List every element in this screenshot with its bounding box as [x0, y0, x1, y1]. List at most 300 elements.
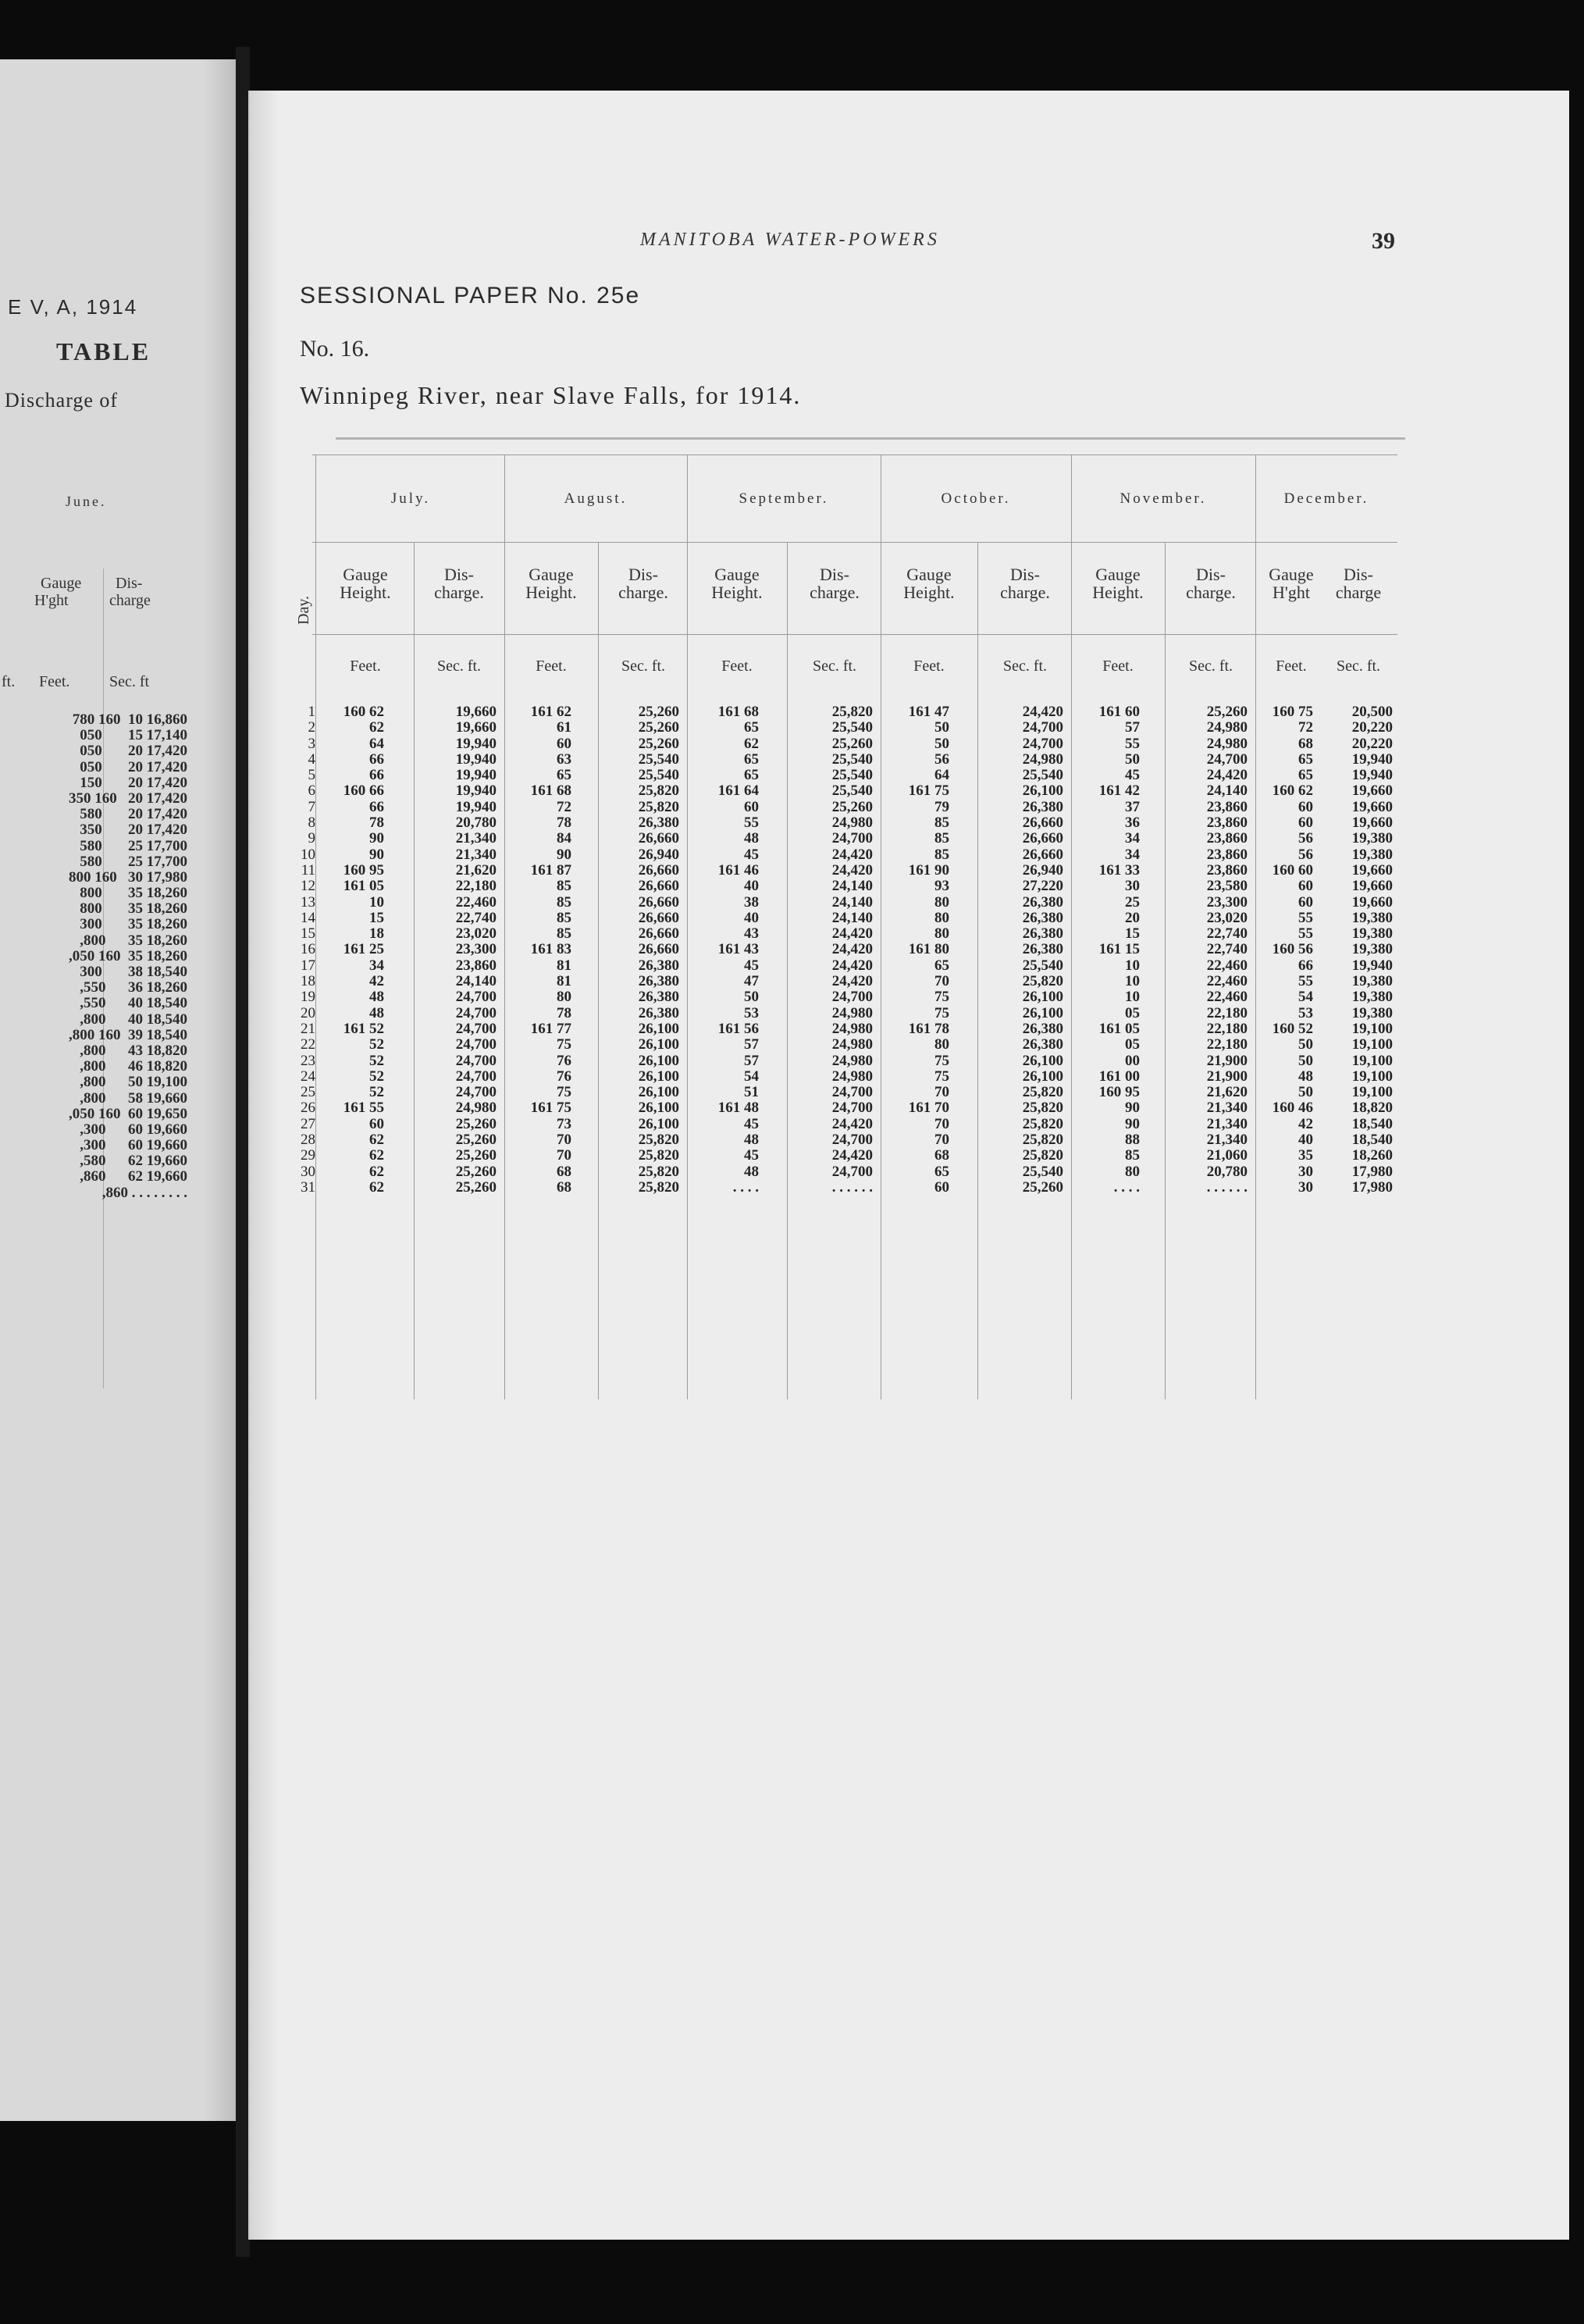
discharge-cell: 24,140 — [455, 973, 497, 990]
discharge-cell: 19,660 — [1351, 893, 1393, 911]
gauge-height-cell: 72 — [1298, 719, 1313, 736]
discharge-cell: 26,660 — [638, 909, 679, 926]
gauge-height-cell: 43 — [744, 925, 759, 943]
discharge-cell: 22,460 — [1206, 989, 1248, 1006]
discharge-cell: 25,820 — [638, 1132, 679, 1149]
discharge-cell: 21,340 — [455, 846, 497, 863]
table-row — [0, 768, 1584, 783]
discharge-cell: 26,660 — [1022, 814, 1063, 832]
gauge-height-cell: 80 — [934, 1036, 949, 1053]
gauge-height-cell: 75 — [557, 1084, 571, 1101]
gauge-height-cell: 45 — [744, 1115, 759, 1132]
gauge-height-cell: 161 05 — [1098, 1020, 1140, 1037]
gauge-height-cell: 161 25 — [343, 941, 384, 958]
gauge-height-cell: 66 — [369, 750, 384, 768]
discharge-cell: 26,380 — [1022, 909, 1063, 926]
oct-discharge-header — [979, 565, 1071, 601]
discharge-cell: 26,660 — [1022, 830, 1063, 847]
discharge-cell: 24,700 — [455, 1068, 497, 1085]
discharge-cell: 26,940 — [1022, 861, 1063, 879]
dec-discharge-header — [1319, 565, 1397, 601]
left-page-row-text: 050 20 17,420 — [80, 758, 187, 775]
discharge-cell: 25,260 — [638, 735, 679, 752]
discharge-cell: 19,940 — [1351, 767, 1393, 784]
gauge-height-cell: 80 — [934, 909, 949, 926]
gauge-label: Gauge — [714, 565, 760, 584]
dis-label: Dis- — [444, 565, 474, 584]
gauge-height-cell: 90 — [369, 830, 384, 847]
gauge-height-cell: 161 60 — [1098, 704, 1140, 720]
discharge-cell: 24,140 — [831, 893, 873, 911]
month-rule — [312, 542, 1397, 543]
gauge-height-cell: 161 68 — [717, 704, 759, 720]
height-label: Height. — [1092, 583, 1144, 602]
gauge-height-cell: 52 — [369, 1036, 384, 1053]
discharge-cell: 23,860 — [1206, 830, 1248, 847]
discharge-cell: 26,100 — [638, 1052, 679, 1069]
gauge-height-cell: 60 — [1298, 814, 1313, 832]
day-cell: 23 — [301, 1052, 315, 1069]
discharge-cell: 18,260 — [1351, 1147, 1393, 1164]
gauge-height-cell: 54 — [1298, 989, 1313, 1006]
gauge-height-cell: 161 42 — [1098, 782, 1140, 800]
discharge-cell: 19,660 — [1351, 814, 1393, 832]
discharge-cell: 21,340 — [455, 830, 497, 847]
discharge-cell: 21,620 — [455, 861, 497, 879]
gauge-height-cell: 161 55 — [343, 1100, 384, 1117]
discharge-cell: 24,140 — [1206, 782, 1248, 800]
table-row — [0, 1069, 1584, 1085]
table-row — [0, 1117, 1584, 1132]
discharge-cell: 24,700 — [831, 989, 873, 1006]
gauge-height-cell: 75 — [934, 1068, 949, 1085]
discharge-cell: 21,340 — [1206, 1100, 1248, 1117]
gauge-height-cell: 81 — [557, 973, 571, 990]
gauge-height-cell: 56 — [934, 750, 949, 768]
gauge-height-cell: 65 — [934, 1163, 949, 1180]
sessional-paper: SESSIONAL PAPER No. 25e — [300, 283, 641, 308]
discharge-cell: 26,100 — [638, 1115, 679, 1132]
dec-gauge-header — [1255, 565, 1327, 601]
left-page-row-text: ,860 . . . . . . . . — [101, 1184, 187, 1201]
aug-unit-secft: Sec. ft. — [621, 658, 666, 675]
discharge-cell: 19,940 — [455, 767, 497, 784]
gauge-height-cell: 18 — [369, 925, 384, 943]
discharge-cell: 24,980 — [455, 1100, 497, 1117]
gauge-height-cell: 161 47 — [908, 704, 949, 720]
gauge-height-cell: 161 62 — [530, 704, 571, 720]
gauge-height-cell: 73 — [557, 1115, 571, 1132]
left-page-row-text: ,580 62 19,660 — [80, 1153, 187, 1170]
gauge-height-cell: 50 — [744, 989, 759, 1006]
discharge-cell: 19,940 — [455, 750, 497, 768]
left-page-row-text: 800 35 18,260 — [80, 900, 187, 918]
discharge-cell: 23,020 — [455, 925, 497, 943]
day-cell: 25 — [301, 1084, 315, 1101]
gauge-height-cell: 53 — [744, 1004, 759, 1021]
charge-label: charge — [1335, 583, 1382, 602]
gauge-height-cell: 65 — [744, 750, 759, 768]
table-row — [0, 704, 1584, 720]
gauge-height-cell: 85 — [557, 925, 571, 943]
discharge-cell: 19,380 — [1351, 909, 1393, 926]
day-cell: 27 — [301, 1115, 315, 1132]
discharge-cell: 19,380 — [1351, 1004, 1393, 1021]
discharge-cell: 26,100 — [1022, 1052, 1063, 1069]
gauge-height-cell: 85 — [1125, 1147, 1140, 1164]
gauge-height-cell: 161 75 — [908, 782, 949, 800]
table-body — [0, 704, 1584, 1196]
gauge-height-cell: 161 05 — [343, 878, 384, 895]
gauge-height-cell: 55 — [1125, 735, 1140, 752]
gauge-height-cell: 40 — [744, 878, 759, 895]
discharge-cell: 24,980 — [1206, 719, 1248, 736]
subhead-rule — [312, 634, 1397, 635]
day-cell: 16 — [301, 941, 315, 958]
discharge-cell: 25,820 — [1022, 1115, 1063, 1132]
gauge-height-cell: 55 — [1298, 973, 1313, 990]
table-title: Winnipeg River, near Slave Falls, for 1914. — [300, 381, 802, 409]
table-row — [0, 895, 1584, 911]
gauge-height-cell: 05 — [1125, 1004, 1140, 1021]
gauge-height-cell: 51 — [744, 1084, 759, 1101]
month-august: August. — [564, 490, 628, 507]
table-row — [0, 911, 1584, 926]
gauge-height-cell: 72 — [557, 798, 571, 815]
discharge-cell: 25,820 — [638, 1178, 679, 1196]
left-page-row-text: ,800 40 18,540 — [80, 1011, 187, 1028]
gauge-height-cell: 15 — [369, 909, 384, 926]
left-unit-secft: Sec. ft — [109, 673, 150, 690]
discharge-cell: 26,100 — [1022, 782, 1063, 800]
discharge-cell: 26,660 — [1022, 846, 1063, 863]
charge-label: charge. — [434, 583, 484, 602]
left-page-row-text: ,300 60 19,660 — [80, 1121, 187, 1138]
day-cell: 8 — [308, 814, 315, 832]
discharge-cell: 26,100 — [638, 1068, 679, 1085]
gauge-height-cell: 53 — [1298, 1004, 1313, 1021]
table-row — [0, 942, 1584, 957]
day-cell: 21 — [301, 1020, 315, 1037]
gauge-height-cell: 62 — [369, 1132, 384, 1149]
gauge-height-cell: 85 — [557, 909, 571, 926]
gauge-height-cell: 160 95 — [1098, 1084, 1140, 1101]
gauge-height-cell: 56 — [1298, 830, 1313, 847]
left-height-label: H'ght — [34, 592, 69, 609]
discharge-cell: 25,820 — [638, 1147, 679, 1164]
left-page-row-text: ,800 46 18,820 — [80, 1058, 187, 1075]
discharge-cell: 26,380 — [638, 973, 679, 990]
discharge-cell: 19,380 — [1351, 941, 1393, 958]
height-label: Height. — [525, 583, 577, 602]
gauge-height-cell: 76 — [557, 1068, 571, 1085]
gauge-height-cell: 160 62 — [1272, 782, 1313, 800]
table-row — [0, 847, 1584, 863]
day-cell: 3 — [308, 735, 315, 752]
gauge-height-cell: 10 — [1125, 957, 1140, 974]
discharge-cell: 19,100 — [1351, 1084, 1393, 1101]
discharge-cell: 25,260 — [455, 1132, 497, 1149]
gauge-height-cell: 70 — [934, 973, 949, 990]
discharge-cell: 22,460 — [1206, 973, 1248, 990]
discharge-cell: 21,340 — [1206, 1115, 1248, 1132]
discharge-cell: 22,740 — [455, 909, 497, 926]
discharge-cell: 24,700 — [1022, 719, 1063, 736]
gauge-height-cell: 90 — [1125, 1100, 1140, 1117]
discharge-cell: 19,660 — [1351, 798, 1393, 815]
discharge-cell: 25,820 — [638, 782, 679, 800]
discharge-cell: 25,260 — [638, 704, 679, 720]
dis-label: Dis- — [628, 565, 658, 584]
gauge-height-cell: 38 — [744, 893, 759, 911]
gauge-height-cell: 161 43 — [717, 941, 759, 958]
discharge-cell: 24,420 — [1206, 767, 1248, 784]
discharge-cell: 18,540 — [1351, 1132, 1393, 1149]
left-page-row-text: ,800 58 19,660 — [80, 1089, 187, 1107]
left-page-row-text: ,300 60 19,660 — [80, 1137, 187, 1154]
gauge-height-cell: 161 64 — [717, 782, 759, 800]
day-cell: 9 — [308, 830, 315, 847]
discharge-cell: 26,100 — [638, 1020, 679, 1037]
discharge-cell: 24,140 — [831, 878, 873, 895]
discharge-cell: 22,180 — [1206, 1020, 1248, 1037]
gauge-height-cell: 60 — [369, 1115, 384, 1132]
discharge-cell: 24,700 — [455, 1052, 497, 1069]
discharge-cell: 25,540 — [831, 750, 873, 768]
gauge-height-cell: 57 — [744, 1052, 759, 1069]
discharge-cell: 19,660 — [455, 704, 497, 720]
oct-unit-secft: Sec. ft. — [1002, 658, 1048, 675]
gauge-height-cell: 70 — [557, 1132, 571, 1149]
gauge-height-cell: 34 — [1125, 846, 1140, 863]
gauge-height-cell: 60 — [557, 735, 571, 752]
discharge-cell: 19,380 — [1351, 830, 1393, 847]
discharge-cell: 26,940 — [638, 846, 679, 863]
discharge-cell: 21,900 — [1206, 1068, 1248, 1085]
discharge-cell: 17,980 — [1351, 1178, 1393, 1196]
running-head: MANITOBA WATER-POWERS — [640, 230, 940, 250]
discharge-cell: 24,700 — [1022, 735, 1063, 752]
oct-unit-feet: Feet. — [913, 658, 945, 675]
gauge-height-cell: 161 46 — [717, 861, 759, 879]
gauge-height-cell: 48 — [369, 989, 384, 1006]
left-page-row-text: 800 35 18,260 — [80, 885, 187, 902]
month-july: July. — [390, 490, 431, 507]
nov-gauge-header — [1073, 565, 1163, 601]
left-page-row-text: ,550 40 18,540 — [80, 995, 187, 1012]
gauge-height-cell: 68 — [934, 1147, 949, 1164]
gauge-height-cell: 161 33 — [1098, 861, 1140, 879]
gauge-height-cell: 52 — [369, 1052, 384, 1069]
day-cell: 17 — [301, 957, 315, 974]
discharge-cell: 22,740 — [1206, 941, 1248, 958]
gauge-height-cell: 161 87 — [530, 861, 571, 879]
discharge-cell: 24,700 — [455, 1004, 497, 1021]
day-cell: 28 — [301, 1132, 315, 1149]
discharge-cell: 23,860 — [455, 957, 497, 974]
discharge-cell: 19,100 — [1351, 1068, 1393, 1085]
gauge-height-cell: 45 — [744, 846, 759, 863]
sep-discharge-header — [788, 565, 881, 601]
month-december: December. — [1283, 490, 1369, 507]
table-row — [0, 879, 1584, 894]
gauge-height-cell: 90 — [557, 846, 571, 863]
aug-unit-feet: Feet. — [536, 658, 567, 675]
gauge-height-cell: 61 — [557, 719, 571, 736]
table-row — [0, 1100, 1584, 1116]
discharge-cell: 25,540 — [831, 782, 873, 800]
discharge-cell: 26,380 — [638, 814, 679, 832]
discharge-cell: 19,380 — [1351, 989, 1393, 1006]
discharge-cell: 22,180 — [1206, 1036, 1248, 1053]
discharge-cell: 25,260 — [831, 798, 873, 815]
table-row — [0, 989, 1584, 1005]
discharge-cell: 25,540 — [1022, 767, 1063, 784]
discharge-cell: 25,260 — [1022, 1178, 1063, 1196]
discharge-cell: 24,700 — [831, 1132, 873, 1149]
month-november: November. — [1119, 490, 1207, 507]
discharge-cell: 22,460 — [455, 893, 497, 911]
gauge-height-cell: 65 — [934, 957, 949, 974]
discharge-cell: 24,980 — [831, 1004, 873, 1021]
gauge-height-cell: 70 — [934, 1115, 949, 1132]
day-cell: 14 — [301, 909, 315, 926]
gauge-height-cell: 55 — [744, 814, 759, 832]
dis-label: Dis- — [1010, 565, 1040, 584]
discharge-cell: 24,700 — [1206, 750, 1248, 768]
gauge-height-cell: 45 — [744, 957, 759, 974]
month-october: October. — [941, 490, 1011, 507]
day-cell: 12 — [301, 878, 315, 895]
gauge-height-cell: 160 52 — [1272, 1020, 1313, 1037]
discharge-cell: 26,100 — [1022, 989, 1063, 1006]
discharge-cell: 18,820 — [1351, 1100, 1393, 1117]
gauge-height-cell: 50 — [1298, 1036, 1313, 1053]
jul-unit-secft: Sec. ft. — [436, 658, 482, 675]
left-page-row-text: 580 25 17,700 — [80, 853, 187, 870]
day-cell: 22 — [301, 1036, 315, 1053]
gauge-height-cell: 161 48 — [717, 1100, 759, 1117]
discharge-cell: 24,420 — [831, 1147, 873, 1164]
gauge-height-cell: 85 — [934, 830, 949, 847]
gauge-height-cell: 54 — [744, 1068, 759, 1085]
discharge-cell: 26,100 — [638, 1036, 679, 1053]
discharge-cell: 19,660 — [1351, 861, 1393, 879]
discharge-cell: 26,100 — [1022, 1068, 1063, 1085]
gauge-height-cell: 78 — [369, 814, 384, 832]
gauge-height-cell: 80 — [934, 925, 949, 943]
discharge-cell: 24,700 — [831, 830, 873, 847]
gauge-height-cell: 85 — [557, 878, 571, 895]
gauge-height-cell: 42 — [369, 973, 384, 990]
gauge-height-cell: 52 — [369, 1084, 384, 1101]
discharge-cell: 21,340 — [1206, 1132, 1248, 1149]
gauge-height-cell: . . . . — [1113, 1178, 1140, 1196]
gauge-height-cell: 161 80 — [908, 941, 949, 958]
discharge-cell: 26,660 — [638, 925, 679, 943]
gauge-height-cell: 160 95 — [343, 861, 384, 879]
nov-discharge-header — [1166, 565, 1255, 601]
discharge-cell: 27,220 — [1022, 878, 1063, 895]
dec-unit-feet: Feet. — [1276, 658, 1307, 675]
gauge-height-cell: 68 — [1298, 735, 1313, 752]
gauge-height-cell: 10 — [1125, 989, 1140, 1006]
gauge-height-cell: 161 15 — [1098, 941, 1140, 958]
discharge-cell: 26,660 — [638, 893, 679, 911]
gauge-height-cell: 10 — [1125, 973, 1140, 990]
discharge-cell: 22,180 — [1206, 1004, 1248, 1021]
gauge-height-cell: 45 — [744, 1147, 759, 1164]
gauge-height-cell: 68 — [557, 1178, 571, 1196]
discharge-cell: 25,540 — [1022, 957, 1063, 974]
discharge-cell: 24,700 — [455, 1036, 497, 1053]
discharge-cell: 26,380 — [1022, 925, 1063, 943]
gauge-height-cell: 65 — [1298, 767, 1313, 784]
discharge-cell: 24,980 — [1022, 750, 1063, 768]
left-page-month-june: June. — [66, 494, 107, 509]
gauge-height-cell: 161 70 — [908, 1100, 949, 1117]
discharge-cell: 23,580 — [1206, 878, 1248, 895]
gauge-height-cell: 64 — [369, 735, 384, 752]
discharge-cell: . . . . . . — [831, 1178, 873, 1196]
aug-gauge-header — [506, 565, 596, 601]
discharge-cell: 20,220 — [1351, 719, 1393, 736]
gauge-height-cell: 50 — [1298, 1084, 1313, 1101]
discharge-cell: 25,260 — [455, 1147, 497, 1164]
gauge-height-cell: 161 75 — [530, 1100, 571, 1117]
discharge-cell: 26,380 — [1022, 798, 1063, 815]
left-page-row-text: ,800 160 39 18,540 — [69, 1026, 187, 1043]
left-page-row-text: ,550 36 18,260 — [80, 979, 187, 996]
nov-unit-feet: Feet. — [1102, 658, 1134, 675]
gauge-height-cell: 25 — [1125, 893, 1140, 911]
discharge-cell: 26,380 — [638, 1004, 679, 1021]
discharge-cell: 22,180 — [455, 878, 497, 895]
left-page-row-text: 150 20 17,420 — [80, 774, 187, 791]
gauge-height-cell: 79 — [934, 798, 949, 815]
table-row — [0, 783, 1584, 799]
discharge-cell: 24,700 — [831, 1084, 873, 1101]
discharge-cell: 23,860 — [1206, 798, 1248, 815]
gauge-height-cell: 90 — [369, 846, 384, 863]
discharge-cell: 17,980 — [1351, 1163, 1393, 1180]
discharge-cell: 26,100 — [638, 1084, 679, 1101]
discharge-cell: 25,820 — [638, 1163, 679, 1180]
sep-unit-secft: Sec. ft. — [812, 658, 857, 675]
gauge-height-cell: 75 — [934, 989, 949, 1006]
discharge-cell: 25,540 — [831, 719, 873, 736]
day-cell: 24 — [301, 1068, 315, 1085]
day-cell: 10 — [301, 846, 315, 863]
discharge-cell: 24,700 — [455, 1084, 497, 1101]
gauge-label: Gauge — [1095, 565, 1141, 584]
discharge-cell: 19,940 — [1351, 957, 1393, 974]
dis-label: Dis- — [1344, 565, 1373, 584]
discharge-cell: 24,420 — [1022, 704, 1063, 720]
discharge-cell: 26,380 — [1022, 893, 1063, 911]
discharge-cell: 26,660 — [638, 861, 679, 879]
day-cell: 20 — [301, 1004, 315, 1021]
discharge-cell: 25,540 — [638, 767, 679, 784]
left-page-row-text: 050 20 17,420 — [80, 743, 187, 760]
left-page-row-text: 300 38 18,540 — [80, 964, 187, 980]
gauge-height-cell: 75 — [557, 1036, 571, 1053]
discharge-cell: 20,780 — [455, 814, 497, 832]
discharge-cell: 19,100 — [1351, 1052, 1393, 1069]
discharge-cell: 24,420 — [831, 957, 873, 974]
gauge-height-cell: 65 — [1298, 750, 1313, 768]
gauge-height-cell: 50 — [934, 719, 949, 736]
